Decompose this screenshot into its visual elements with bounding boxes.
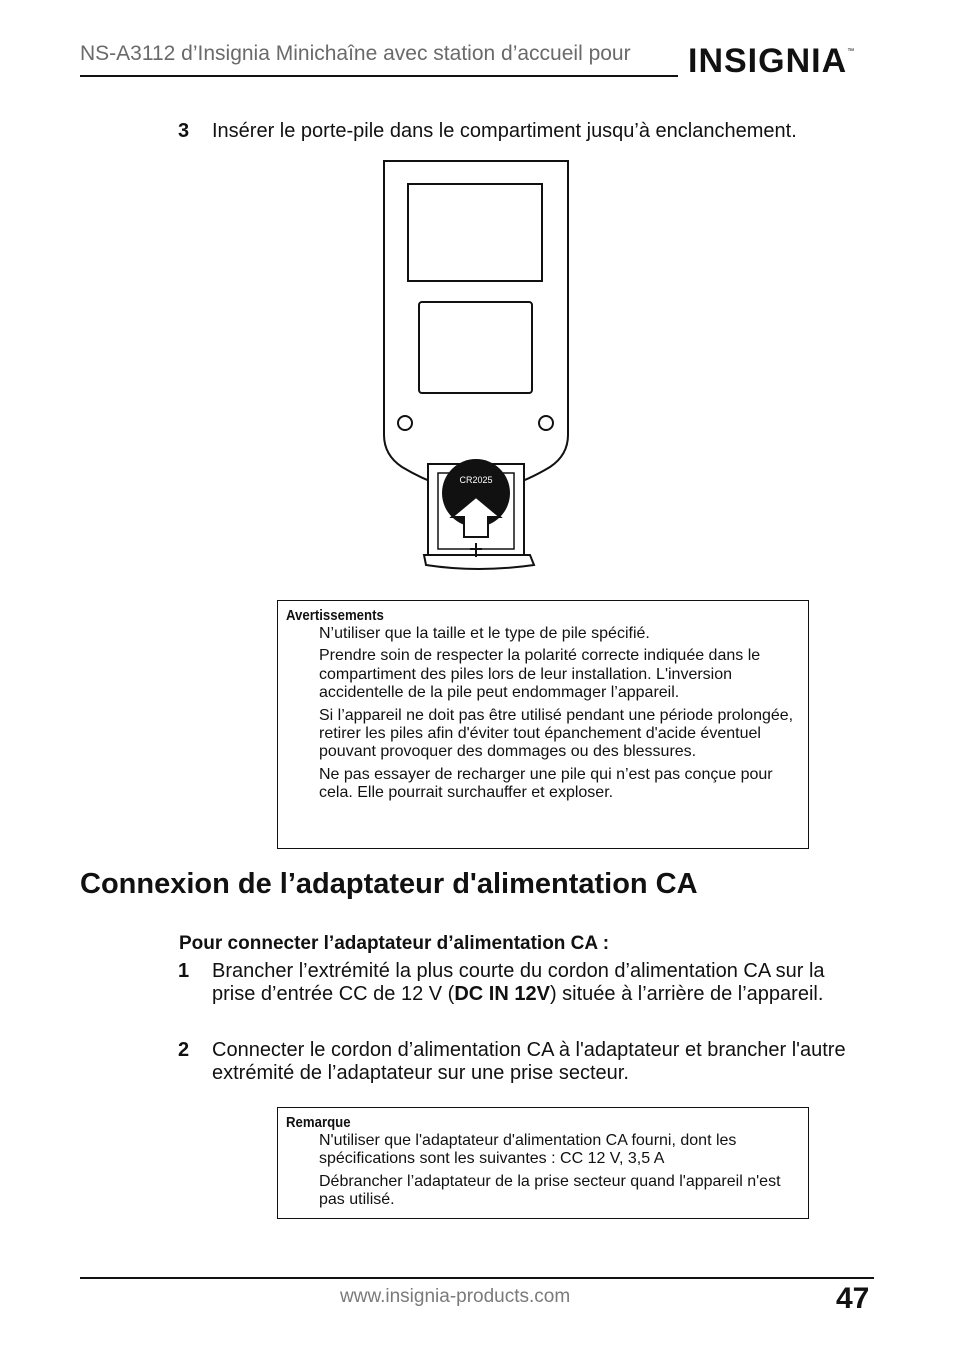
footer-url: www.insignia-products.com <box>340 1286 571 1307</box>
step-1-text <box>212 960 872 1006</box>
logo-text: INSIGNIA <box>688 42 848 80</box>
remote-panel <box>419 302 532 393</box>
step-1-text-before: Brancher l’extrémité la plus courte du cordon d’alimentation CA sur la prise d’entrée CC de 12 V ( <box>212 960 825 1005</box>
header-title: NS-A3112 d’Insignia Minichaîne avec station d’accueil pour <box>80 42 631 65</box>
remark-box <box>277 1107 809 1219</box>
battery-holder <box>424 459 534 569</box>
remark-list <box>319 1132 798 1214</box>
remark-title: Remarque <box>286 1114 351 1131</box>
footer-rule <box>80 1277 874 1279</box>
step-1-text-after: ) située à l’arrière de l’appareil. <box>549 983 824 1005</box>
warning-item: Si l’appareil ne doit pas être utilisé pendant une période prolongée, retirer les piles afin d'éviter tout épanchement d'acide éventuel pouvant provoquer des dommages ou des blessures. <box>319 706 794 761</box>
warning-item: Ne pas essayer de recharger une pile qui n’est pas conçue pour cela. Elle pourrait surchauffer et exploser. <box>319 765 773 802</box>
warning-item: Prendre soin de respecter la polarité correcte indiquée dans le compartiment des piles lors de leur installation. L'inversion accidentelle de la pile peut endommager l’appareil. <box>319 647 761 702</box>
step-3-text: Insérer le porte-pile dans le compartiment jusqu’à enclanchement. <box>212 120 797 142</box>
warnings-title: Avertissements <box>286 607 384 624</box>
warnings-box <box>277 600 809 849</box>
step-1-number: 1 <box>178 960 190 982</box>
remote-battery-illustration <box>370 155 590 585</box>
page-number: 47 <box>836 1282 870 1315</box>
screw-right <box>539 416 553 430</box>
warnings-list <box>319 625 798 807</box>
remote-display-window <box>408 184 542 281</box>
procedure-title: Pour connecter l’adaptateur d’alimentation CA : <box>179 933 610 954</box>
insignia-logo <box>688 38 878 84</box>
screw-left <box>398 416 412 430</box>
section-title: Connexion de l’adaptateur d'alimentation CA <box>80 868 698 900</box>
step-2-text: Connecter le cordon d’alimentation CA à l'adaptateur et brancher l'autre extrémité de l’adaptateur sur une prise secteur. <box>212 1039 846 1084</box>
logo-trademark: ™ <box>847 48 855 55</box>
step-3-number: 3 <box>178 120 190 142</box>
step-2-number: 2 <box>178 1039 190 1061</box>
remark-item: Débrancher l’adaptateur de la prise secteur quand l'appareil n'est pas utilisé. <box>319 1172 781 1209</box>
warning-item: N’utiliser que la taille et le type de pile spécifié. <box>319 625 650 642</box>
step-1-connector-label: DC IN 12V <box>454 983 550 1005</box>
header-rule <box>80 75 678 77</box>
remark-item: N'utiliser que l'adaptateur d'alimentation CA fourni, dont les spécifications sont les suivantes : CC 12 V, 3,5 A <box>319 1132 737 1168</box>
battery-label: CR2025 <box>459 475 493 485</box>
